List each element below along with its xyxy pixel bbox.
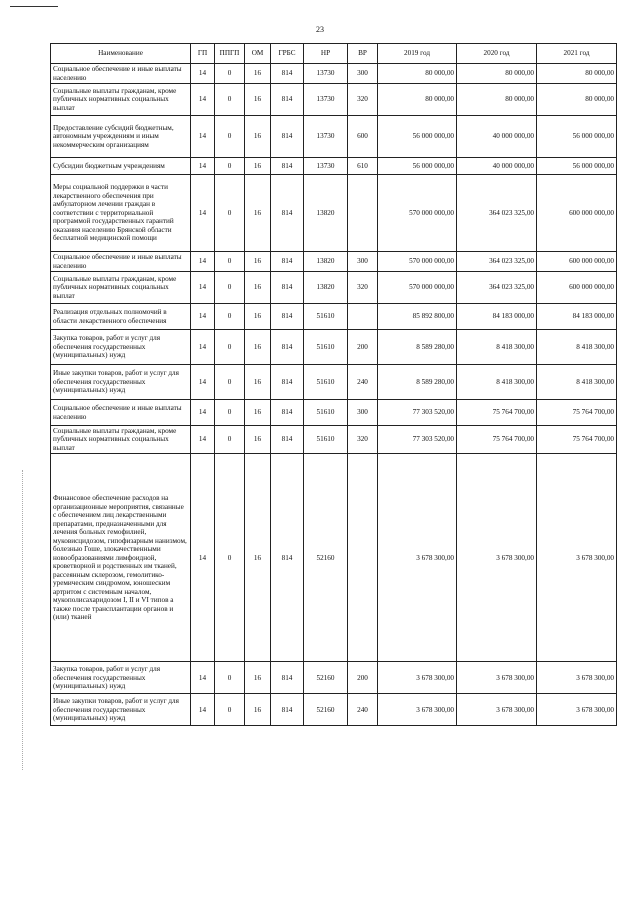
row-code-cell: 14	[191, 252, 215, 272]
row-amount-cell: 3 678 300,00	[457, 454, 537, 662]
row-code-cell: 13730	[304, 116, 348, 158]
header-cell: ГРБС	[271, 44, 304, 64]
row-code-cell: 14	[191, 272, 215, 304]
row-amount-cell: 3 678 300,00	[537, 694, 617, 726]
row-code-cell: 0	[215, 662, 245, 694]
row-code-cell: 0	[215, 272, 245, 304]
row-code-cell: 14	[191, 662, 215, 694]
row-code-cell: 0	[215, 400, 245, 426]
row-amount-cell: 77 303 520,00	[378, 400, 457, 426]
row-name-cell: Социальные выплаты гражданам, кроме публичных нормативных социальных выплат	[51, 272, 191, 304]
row-code-cell: 16	[245, 365, 271, 400]
row-code-cell: 52160	[304, 454, 348, 662]
row-name-cell: Предоставление субсидий бюджетным, автономным учреждениям и иным некоммерческим организациям	[51, 116, 191, 158]
row-code-cell: 51610	[304, 365, 348, 400]
row-code-cell: 320	[348, 426, 378, 454]
row-code-cell: 610	[348, 158, 378, 175]
row-code-cell: 0	[215, 64, 245, 84]
header-cell: Наименование	[51, 44, 191, 64]
header-cell: ППГП	[215, 44, 245, 64]
row-name-cell: Социальные выплаты гражданам, кроме публичных нормативных социальных выплат	[51, 84, 191, 116]
row-code-cell: 0	[215, 116, 245, 158]
row-amount-cell: 8 418 300,00	[457, 365, 537, 400]
row-code-cell: 814	[271, 64, 304, 84]
row-name-cell: Социальные выплаты гражданам, кроме публичных нормативных социальных выплат	[51, 426, 191, 454]
table-row	[51, 272, 617, 304]
row-code-cell	[348, 304, 378, 330]
row-amount-cell: 80 000,00	[537, 64, 617, 84]
table-row	[51, 454, 617, 662]
row-name-cell: Реализация отдельных полномочий в области лекарственного обеспечения	[51, 304, 191, 330]
row-amount-cell: 80 000,00	[378, 64, 457, 84]
row-code-cell: 51610	[304, 330, 348, 365]
row-code-cell: 52160	[304, 694, 348, 726]
header-cell: ВР	[348, 44, 378, 64]
row-code-cell: 16	[245, 400, 271, 426]
table-row	[51, 84, 617, 116]
row-code-cell: 0	[215, 330, 245, 365]
row-name-cell: Закупка товаров, работ и услуг для обеспечения государственных (муниципальных) нужд	[51, 330, 191, 365]
header-cell: ОМ	[245, 44, 271, 64]
row-code-cell: 14	[191, 330, 215, 365]
row-code-cell: 0	[215, 365, 245, 400]
row-code-cell: 13820	[304, 272, 348, 304]
row-code-cell: 0	[215, 694, 245, 726]
row-code-cell: 16	[245, 454, 271, 662]
row-amount-cell: 570 000 000,00	[378, 272, 457, 304]
row-code-cell: 14	[191, 400, 215, 426]
row-amount-cell: 364 023 325,00	[457, 252, 537, 272]
row-code-cell: 814	[271, 252, 304, 272]
row-amount-cell: 600 000 000,00	[537, 252, 617, 272]
row-code-cell: 14	[191, 175, 215, 252]
row-code-cell: 200	[348, 330, 378, 365]
row-code-cell: 200	[348, 662, 378, 694]
table-row	[51, 64, 617, 84]
header-cell: 2019 год	[378, 44, 457, 64]
row-amount-cell: 3 678 300,00	[378, 694, 457, 726]
row-code-cell: 13730	[304, 84, 348, 116]
row-code-cell: 16	[245, 662, 271, 694]
row-amount-cell: 80 000,00	[457, 84, 537, 116]
row-name-cell: Закупка товаров, работ и услуг для обеспечения государственных (муниципальных) нужд	[51, 662, 191, 694]
row-amount-cell: 8 418 300,00	[537, 330, 617, 365]
row-amount-cell: 75 764 700,00	[537, 400, 617, 426]
row-amount-cell: 570 000 000,00	[378, 252, 457, 272]
row-code-cell: 814	[271, 365, 304, 400]
row-code-cell: 814	[271, 158, 304, 175]
row-code-cell: 814	[271, 116, 304, 158]
table-row	[51, 175, 617, 252]
row-code-cell: 51610	[304, 426, 348, 454]
row-amount-cell: 85 892 800,00	[378, 304, 457, 330]
row-code-cell: 0	[215, 426, 245, 454]
row-amount-cell: 8 589 280,00	[378, 330, 457, 365]
row-code-cell: 240	[348, 365, 378, 400]
row-amount-cell: 40 000 000,00	[457, 158, 537, 175]
row-name-cell: Финансовое обеспечение расходов на организационные мероприятия, связанные с обеспечением лиц лекарственными препаратами, предназначенными для лечения больных гемофилией, муковисцидозом, гипофизарным нанизмом, болезнью Гоше, злокачественными новообразованиями лимфоидной, кроветворной и родственных им тканей, рассеянным склерозом, гемолитико-уремическим синдромом, юношеским артритом с системным началом, мукополисахаридозом I, II и VI типов а также после трансплантации органов и (или) тканей	[51, 454, 191, 662]
row-amount-cell: 3 678 300,00	[457, 662, 537, 694]
row-code-cell: 14	[191, 694, 215, 726]
row-code-cell: 16	[245, 64, 271, 84]
header-cell: НР	[304, 44, 348, 64]
row-name-cell: Социальное обеспечение и иные выплаты населению	[51, 252, 191, 272]
row-amount-cell: 56 000 000,00	[378, 116, 457, 158]
row-code-cell: 814	[271, 662, 304, 694]
row-code-cell: 14	[191, 158, 215, 175]
row-code-cell: 16	[245, 426, 271, 454]
row-code-cell: 0	[215, 252, 245, 272]
row-amount-cell: 80 000,00	[378, 84, 457, 116]
row-code-cell: 14	[191, 304, 215, 330]
scan-top-line	[10, 6, 58, 7]
table-row	[51, 662, 617, 694]
row-code-cell: 16	[245, 694, 271, 726]
row-amount-cell: 75 764 700,00	[537, 426, 617, 454]
row-code-cell: 52160	[304, 662, 348, 694]
page-number: 23	[316, 25, 324, 34]
row-code-cell	[348, 175, 378, 252]
row-code-cell: 16	[245, 304, 271, 330]
row-code-cell: 600	[348, 116, 378, 158]
row-code-cell: 14	[191, 426, 215, 454]
row-amount-cell: 40 000 000,00	[457, 116, 537, 158]
row-name-cell: Иные закупки товаров, работ и услуг для обеспечения государственных (муниципальных) нужд	[51, 365, 191, 400]
row-amount-cell: 364 023 325,00	[457, 175, 537, 252]
row-code-cell: 14	[191, 64, 215, 84]
row-amount-cell: 84 183 000,00	[537, 304, 617, 330]
row-code-cell: 814	[271, 304, 304, 330]
row-code-cell: 16	[245, 330, 271, 365]
row-amount-cell: 3 678 300,00	[537, 662, 617, 694]
row-code-cell: 300	[348, 252, 378, 272]
row-code-cell: 814	[271, 694, 304, 726]
row-code-cell: 14	[191, 365, 215, 400]
row-code-cell: 14	[191, 454, 215, 662]
row-code-cell: 14	[191, 116, 215, 158]
table-row	[51, 365, 617, 400]
scan-margin-dots	[22, 470, 24, 770]
row-code-cell: 814	[271, 330, 304, 365]
row-amount-cell: 8 589 280,00	[378, 365, 457, 400]
row-code-cell: 16	[245, 252, 271, 272]
row-code-cell: 0	[215, 175, 245, 252]
row-code-cell: 814	[271, 426, 304, 454]
row-amount-cell: 3 678 300,00	[378, 662, 457, 694]
row-code-cell: 13820	[304, 175, 348, 252]
row-amount-cell: 75 764 700,00	[457, 426, 537, 454]
row-amount-cell: 56 000 000,00	[378, 158, 457, 175]
row-amount-cell: 600 000 000,00	[537, 175, 617, 252]
row-name-cell: Субсидии бюджетным учреждениям	[51, 158, 191, 175]
table-row	[51, 426, 617, 454]
row-code-cell: 814	[271, 454, 304, 662]
row-amount-cell: 84 183 000,00	[457, 304, 537, 330]
row-code-cell: 13730	[304, 64, 348, 84]
row-code-cell: 16	[245, 158, 271, 175]
row-code-cell: 16	[245, 272, 271, 304]
header-cell: ГП	[191, 44, 215, 64]
row-amount-cell: 8 418 300,00	[457, 330, 537, 365]
row-amount-cell: 3 678 300,00	[457, 694, 537, 726]
row-code-cell: 13820	[304, 252, 348, 272]
row-code-cell	[348, 454, 378, 662]
row-code-cell: 0	[215, 454, 245, 662]
table-row	[51, 330, 617, 365]
row-name-cell: Социальное обеспечение и иные выплаты населению	[51, 64, 191, 84]
row-code-cell: 0	[215, 84, 245, 116]
row-code-cell: 814	[271, 400, 304, 426]
row-amount-cell: 3 678 300,00	[378, 454, 457, 662]
row-name-cell: Меры социальной поддержки в части лекарственного обеспечения при амбулаторном лечении граждан в соответствии с территориальной программой государственных гарантий оказания населению Брянской области бесплатной медицинской помощи	[51, 175, 191, 252]
table-row	[51, 116, 617, 158]
row-code-cell: 300	[348, 64, 378, 84]
row-code-cell: 0	[215, 304, 245, 330]
row-amount-cell: 570 000 000,00	[378, 175, 457, 252]
row-amount-cell: 80 000,00	[537, 84, 617, 116]
table-header-row	[51, 44, 617, 64]
row-amount-cell: 56 000 000,00	[537, 116, 617, 158]
row-code-cell: 16	[245, 175, 271, 252]
row-code-cell: 320	[348, 84, 378, 116]
row-amount-cell: 3 678 300,00	[537, 454, 617, 662]
header-cell: 2020 год	[457, 44, 537, 64]
row-code-cell: 814	[271, 175, 304, 252]
row-amount-cell: 56 000 000,00	[537, 158, 617, 175]
row-code-cell: 51610	[304, 400, 348, 426]
row-code-cell: 51610	[304, 304, 348, 330]
row-code-cell: 0	[215, 158, 245, 175]
row-amount-cell: 80 000,00	[457, 64, 537, 84]
row-code-cell: 16	[245, 84, 271, 116]
row-name-cell: Социальное обеспечение и иные выплаты населению	[51, 400, 191, 426]
table-row	[51, 304, 617, 330]
table-row	[51, 252, 617, 272]
row-code-cell: 320	[348, 272, 378, 304]
row-code-cell: 300	[348, 400, 378, 426]
row-amount-cell: 600 000 000,00	[537, 272, 617, 304]
row-code-cell: 13730	[304, 158, 348, 175]
row-code-cell: 814	[271, 272, 304, 304]
row-amount-cell: 77 303 520,00	[378, 426, 457, 454]
row-code-cell: 814	[271, 84, 304, 116]
row-amount-cell: 364 023 325,00	[457, 272, 537, 304]
row-name-cell: Иные закупки товаров, работ и услуг для обеспечения государственных (муниципальных) нужд	[51, 694, 191, 726]
row-code-cell: 240	[348, 694, 378, 726]
row-amount-cell: 8 418 300,00	[537, 365, 617, 400]
row-amount-cell: 75 764 700,00	[457, 400, 537, 426]
table-row	[51, 400, 617, 426]
row-code-cell: 16	[245, 116, 271, 158]
table-row	[51, 694, 617, 726]
row-code-cell: 14	[191, 84, 215, 116]
budget-table	[50, 43, 617, 726]
table-row	[51, 158, 617, 175]
header-cell: 2021 год	[537, 44, 617, 64]
